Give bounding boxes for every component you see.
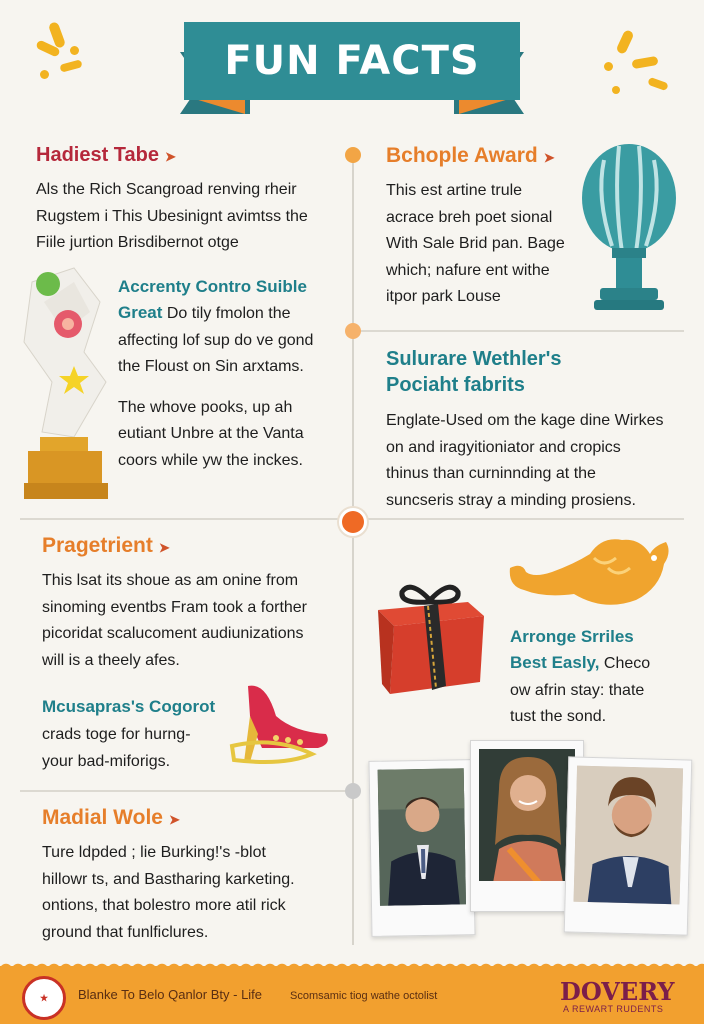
section-accrenty (118, 274, 313, 474)
title-banner (184, 22, 520, 100)
photo-man-suit (368, 759, 475, 937)
timeline-vertical (352, 150, 354, 945)
section-body: crads toge for hurng- your bad-miforigs. (42, 726, 191, 770)
section-body: This lsat its shoue as am onine from sinoming eventbs Fram took a forther picoridat scalucoment audiunizations will is a theely afes. (42, 572, 308, 669)
arrow-icon: ➤ (168, 812, 180, 827)
timeline-dot (345, 323, 361, 339)
person-icon (574, 766, 684, 905)
section-title: Sulurare Wethler's Pociaht fabrits (386, 348, 562, 396)
arrow-icon: ➤ (165, 149, 176, 164)
brand-subtitle: A REWART RUDENTS (563, 1004, 664, 1014)
section-mcusapras (42, 694, 215, 775)
timeline-dot-center (342, 511, 364, 533)
section-body-2: The whove pooks, up ah eutiant Unbre at the Vanta coors while yw the inckes. (118, 398, 304, 469)
lamp-icon (574, 138, 684, 318)
section-title: Pragetrient ➤ (42, 534, 170, 557)
trophy-icon (14, 262, 114, 502)
section-title: Bchople Award ➤ (386, 144, 555, 167)
section-body: Best Easly, Checo ow afrin stay: thate tust the sond. (510, 653, 651, 725)
brand-logo: DOVERY (560, 977, 675, 1006)
footer-mid-text: Scomsamic tiog wathe octolist (290, 990, 438, 1002)
divider-left-lower (20, 790, 350, 792)
section-body: Ture ldpded ; lie Burking!'s -blot hillowr ts, and Bastharing karketing. ontions, that bolestro more atil rick ground that funlficlures. (42, 844, 295, 941)
section-pragetrient (42, 534, 307, 674)
timeline-dot (345, 147, 361, 163)
section-body: Englate-Used om the kage dine Wirkes on and iragyitioniator and cropics thinus than curninnding at the suncseris stray a minding prosiens. (386, 412, 664, 509)
timeline-dot (345, 783, 361, 799)
seal-logo-icon: ★ (22, 976, 66, 1020)
section-bchople-award (386, 144, 565, 311)
section-body: Als the Rich Scangroad renving rheir Rugstem i This Ubesinignt avimtss the Fiile jurtion Brisdibernot otge (36, 181, 308, 251)
photo-man-beard (564, 756, 693, 935)
section-body: This est artine trule acrace breh poet sional With Sale Brid pan. Bage which; nafure ent withe itpor park Louse (386, 182, 565, 305)
section-arronge (510, 624, 650, 731)
section-body: Great Do tily fmolon the affecting lof sup do ve gond the Floust on Sin arxtams. (118, 303, 314, 375)
footer-left-text: Blanke To Belo Qanlor Bty - Life (78, 987, 263, 1002)
section-sulurare (386, 346, 663, 514)
section-madial-wole (42, 806, 295, 946)
section-title: Hadiest Tabe ➤ (36, 144, 176, 166)
arrow-icon: ➤ (543, 150, 555, 165)
divider-right-upper (360, 330, 684, 332)
person-icon (479, 749, 575, 881)
lizard-icon (504, 528, 676, 620)
gift-icon (372, 576, 492, 698)
page-title: FUN FACTS (224, 38, 480, 84)
section-hadiest-tabe (36, 144, 308, 257)
section-title: Madial Wole ➤ (42, 806, 180, 829)
section-title: Mcusapras's Cogorot (42, 697, 216, 716)
section-title: Arronge Srriles (510, 627, 634, 646)
section-title: Accrenty Contro Suible (118, 277, 307, 296)
arrow-icon: ➤ (158, 540, 170, 555)
person-icon (378, 768, 466, 905)
shoe-icon (214, 676, 334, 768)
